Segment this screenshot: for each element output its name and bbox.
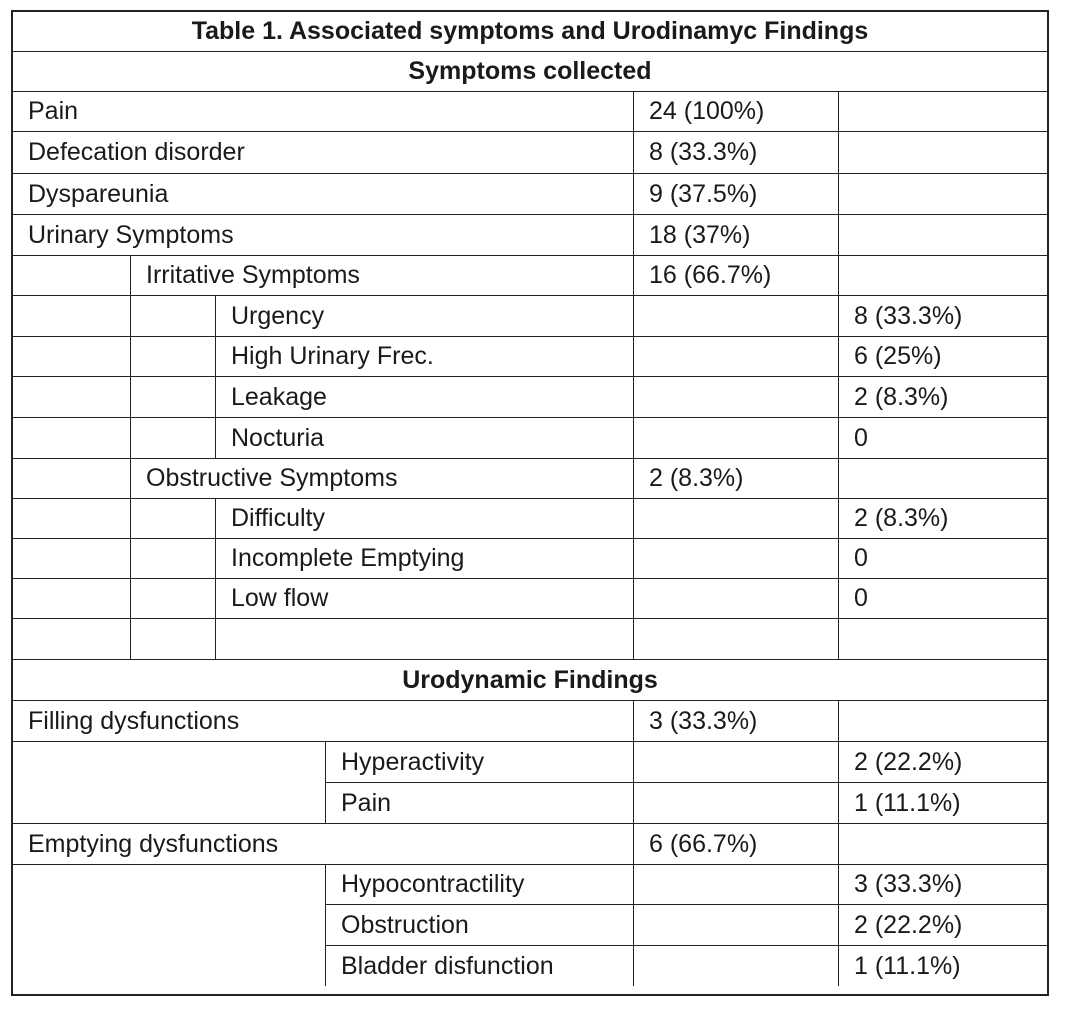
row-sub-count: 6 (25%) — [839, 337, 1047, 377]
row-label: Low flow — [216, 579, 634, 619]
row-sub-count — [839, 174, 1047, 215]
row-count: 9 (37.5%) — [634, 174, 839, 215]
row-sub-count — [839, 824, 1047, 865]
row-sub-count: 8 (33.3%) — [839, 296, 1047, 337]
row-label: Defecation disorder — [13, 132, 634, 174]
row-sub-count — [839, 132, 1047, 174]
row-sub-count: 2 (22.2%) — [839, 742, 1047, 783]
section-heading: Symptoms collected — [13, 52, 1047, 92]
indent-spacer — [13, 256, 131, 296]
row-count — [634, 377, 839, 418]
row-label: Leakage — [216, 377, 634, 418]
indent-spacer — [131, 499, 216, 539]
row-count: 8 (33.3%) — [634, 132, 839, 174]
row-count — [634, 946, 839, 986]
indent-spacer — [131, 377, 216, 418]
section-heading: Urodynamic Findings — [13, 660, 1047, 701]
row-label — [216, 619, 634, 660]
row-count — [634, 539, 839, 579]
row-sub-count: 2 (8.3%) — [839, 377, 1047, 418]
row-count — [634, 337, 839, 377]
row-label: Emptying dysfunctions — [13, 824, 634, 865]
row-count — [634, 499, 839, 539]
row-sub-count: 2 (8.3%) — [839, 499, 1047, 539]
row-count — [634, 296, 839, 337]
row-label: Urgency — [216, 296, 634, 337]
row-count: 2 (8.3%) — [634, 459, 839, 499]
row-count: 24 (100%) — [634, 92, 839, 132]
indent-spacer — [13, 539, 131, 579]
row-label: Dyspareunia — [13, 174, 634, 215]
row-count — [634, 865, 839, 905]
row-sub-count — [839, 459, 1047, 499]
row-sub-count: 1 (11.1%) — [854, 951, 961, 980]
row-label: Filling dysfunctions — [13, 701, 634, 742]
row-label: High Urinary Frec. — [216, 337, 634, 377]
row-label: Pain — [13, 92, 634, 132]
row-sub-count — [839, 701, 1047, 742]
row-count — [634, 418, 839, 459]
indent-spacer — [13, 499, 131, 539]
findings-table — [11, 10, 1049, 996]
row-label: Pain — [326, 783, 634, 824]
indent-spacer — [13, 579, 131, 619]
row-label: Hypocontractility — [326, 865, 634, 905]
row-count: 16 (66.7%) — [634, 256, 839, 296]
row-label: Urinary Symptoms — [13, 215, 634, 256]
row-count: 18 (37%) — [634, 215, 839, 256]
row-count — [634, 619, 839, 660]
indent-spacer — [13, 459, 131, 499]
indent-spacer — [131, 337, 216, 377]
row-count: 6 (66.7%) — [634, 824, 839, 865]
indent-spacer — [13, 619, 131, 660]
row-sub-count: 0 — [839, 418, 1047, 459]
row-sub-count: 3 (33.3%) — [839, 865, 1047, 905]
row-sub-count: 0 — [839, 539, 1047, 579]
row-count — [634, 742, 839, 783]
indent-spacer — [13, 418, 131, 459]
row-sub-count: 2 (22.2%) — [839, 905, 1047, 946]
row-sub-count — [839, 215, 1047, 256]
row-sub-count: 0 — [839, 579, 1047, 619]
row-label: Hyperactivity — [326, 742, 634, 783]
indent-spacer — [131, 296, 216, 337]
indent-spacer — [13, 377, 131, 418]
row-sub-count — [839, 92, 1047, 132]
indent-spacer — [131, 418, 216, 459]
row-sub-count — [839, 256, 1047, 296]
row-sub-count: 1 (11.1%) — [839, 783, 1047, 824]
row-label: Difficulty — [216, 499, 634, 539]
row-count — [634, 905, 839, 946]
row-label: Incomplete Emptying — [216, 539, 634, 579]
row-label: Nocturia — [216, 418, 634, 459]
row-label: Bladder disfunction — [326, 946, 634, 986]
row-label: Irritative Symptoms — [131, 256, 634, 296]
row-label: Obstructive Symptoms — [131, 459, 634, 499]
row-count: 3 (33.3%) — [634, 701, 839, 742]
table-title: Table 1. Associated symptoms and Urodinamyc Findings — [13, 12, 1047, 52]
indent-spacer — [13, 742, 326, 824]
indent-spacer — [131, 579, 216, 619]
indent-spacer — [13, 296, 131, 337]
row-count — [634, 783, 839, 824]
indent-spacer — [131, 539, 216, 579]
indent-spacer — [131, 619, 216, 660]
row-sub-count — [839, 619, 1047, 660]
row-label: Obstruction — [326, 905, 634, 946]
indent-spacer — [13, 865, 326, 986]
row-count — [634, 579, 839, 619]
indent-spacer — [13, 337, 131, 377]
